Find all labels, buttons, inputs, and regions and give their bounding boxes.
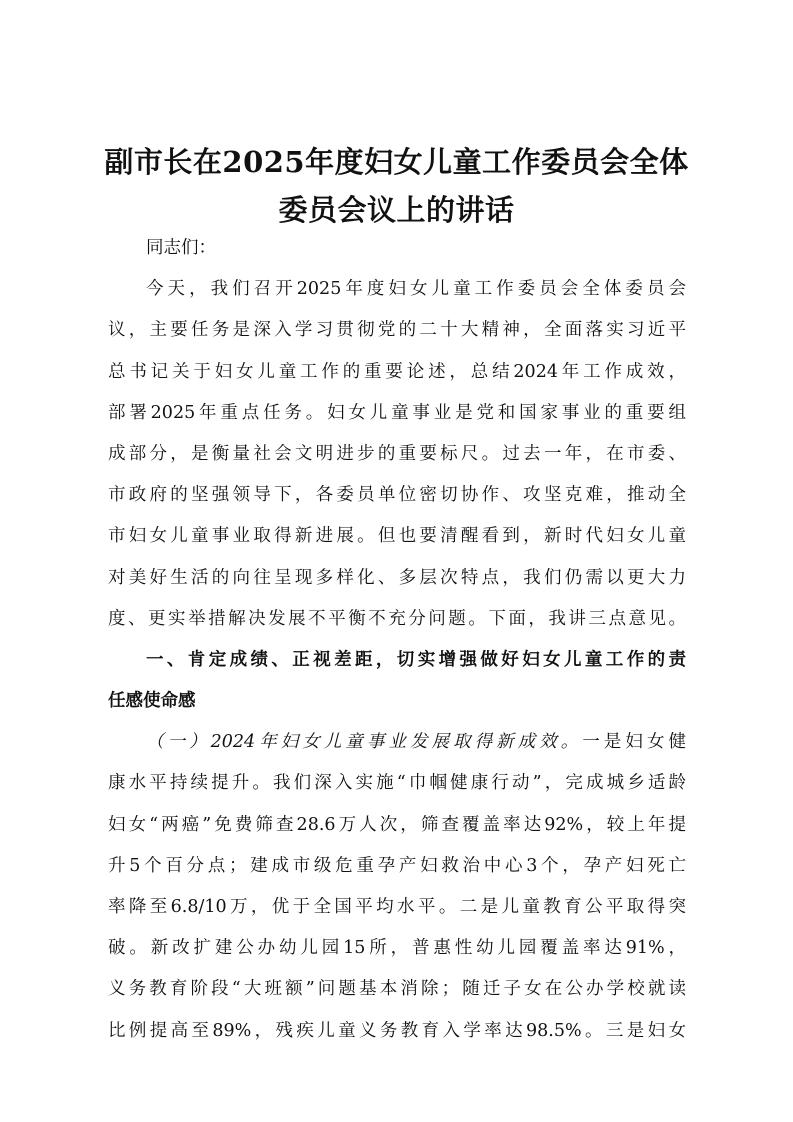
paragraph-line: 议，主要任务是深入学习贯彻党的二十大精神，全面落实习近平 [108, 320, 686, 341]
paragraph-line: 对美好生活的向往呈现多样化、多层次特点，我们仍需以更大力 [108, 567, 686, 588]
paragraph-line: 妇女“两癌”免费筛查28.6万人次，筛查覆盖率达92%，较上年提 [108, 814, 686, 835]
subsection-title: （一）2024年妇女儿童事业发展取得新成效。 [146, 732, 583, 753]
paragraph-line: 比例提高至89%，残疾儿童义务教育入学率达98.5%。三是妇女 [108, 1020, 686, 1041]
paragraph-line: 总书记关于妇女儿童工作的重要论述，总结2024年工作成效， [108, 361, 686, 382]
paragraph-line: 率降至6.8/10万，优于全国平均水平。二是儿童教育公平取得突 [108, 897, 686, 917]
paragraph-line: 今天，我们召开2025年度妇女儿童工作委员会全体委员会 [146, 279, 686, 300]
greeting: 同志们： [146, 238, 216, 258]
document-title-line-2: 委员会议上的讲话 [278, 193, 515, 227]
section-heading-1: 一、肯定成绩、正视差距，切实增强做好妇女儿童工作的责 [146, 649, 686, 670]
paragraph-line: 义务教育阶段“大班额”问题基本消除；随迁子女在公办学校就读 [108, 979, 686, 1000]
paragraph-line: 市妇女儿童事业取得新进展。但也要清醒看到，新时代妇女儿童 [108, 526, 686, 547]
paragraph-line: 破。新改扩建公办幼儿园15所，普惠性幼儿园覆盖率达91%， [108, 938, 686, 959]
paragraph-line: 成部分，是衡量社会文明进步的重要标尺。过去一年，在市委、 [108, 443, 686, 464]
paragraph-line: 升5个百分点；建成市级危重孕产妇救治中心3个，孕产妇死亡 [108, 855, 686, 876]
paragraph-line: 部署2025年重点任务。妇女儿童事业是党和国家事业的重要组 [108, 402, 686, 423]
subsection-first-line [108, 722, 686, 763]
section-heading-1-continued: 任感使命感 [108, 691, 196, 712]
paragraph-line: 康水平持续提升。我们深入实施“巾帼健康行动”，完成城乡适龄 [108, 773, 686, 794]
paragraph-line: 市政府的坚强领导下，各委员单位密切协作、攻坚克难，推动全 [108, 485, 686, 506]
subsection-text: 一是妇女健 [582, 732, 686, 753]
document-body [108, 228, 686, 1052]
paragraph-line: 度、更实举措解决发展不平衡不充分问题。下面，我讲三点意见。 [108, 608, 686, 629]
document-title-line-1: 副市长在2025年度妇女儿童工作委员会全体 [104, 145, 689, 179]
